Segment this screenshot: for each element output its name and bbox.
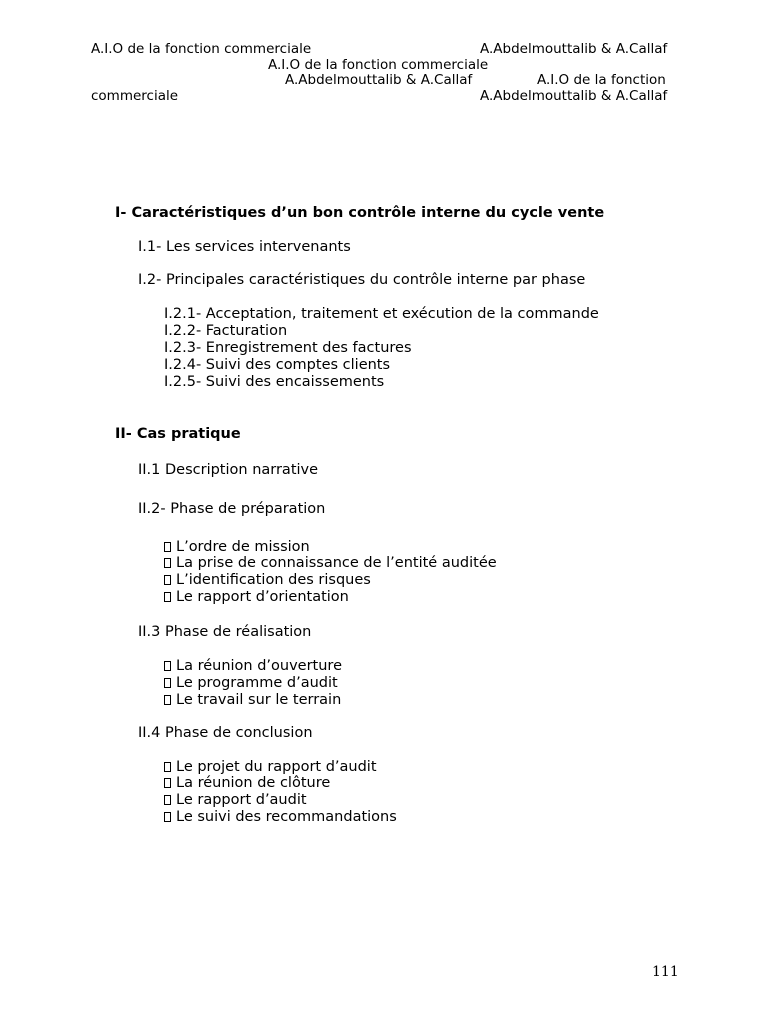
header-line4-left: commerciale <box>91 88 179 104</box>
subsection-2-2: II.2- Phase de préparation <box>138 501 326 517</box>
checkbox-bullet-icon <box>164 678 171 688</box>
header-line1-left: A.I.O de la fonction commerciale <box>91 41 312 57</box>
subsection-1-1: I.1- Les services intervenants <box>138 239 351 255</box>
subsection-1-2-item: I.2.1- Acceptation, traitement et exécution de la commande <box>164 306 599 322</box>
bullet-item: La réunion d’ouverture <box>164 659 342 674</box>
page-number: 111 <box>652 964 679 980</box>
header-line1-right: A.Abdelmouttalib & A.Callaf <box>480 41 668 57</box>
subsection-2-3: II.3 Phase de réalisation <box>138 624 312 640</box>
subsection-1-2-item: I.2.5- Suivi des encaissements <box>164 374 385 390</box>
checkbox-bullet-icon <box>164 795 171 805</box>
checkbox-bullet-icon <box>164 812 171 822</box>
bullet-item: L’ordre de mission <box>164 540 310 555</box>
header-line2-center: A.I.O de la fonction commerciale <box>268 57 489 73</box>
section-2-title: II- Cas pratique <box>115 426 241 442</box>
checkbox-bullet-icon <box>164 575 171 585</box>
bullet-item: Le programme d’audit <box>164 676 338 691</box>
checkbox-bullet-icon <box>164 592 171 602</box>
section-1-title: I- Caractéristiques d’un bon contrôle interne du cycle vente <box>115 205 605 221</box>
bullet-item: Le projet du rapport d’audit <box>164 760 377 775</box>
subsection-1-2-item: I.2.2- Facturation <box>164 323 288 339</box>
subsection-1-2: I.2- Principales caractéristiques du contrôle interne par phase <box>138 272 586 288</box>
bullet-item: Le rapport d’audit <box>164 793 307 808</box>
bullet-item: La réunion de clôture <box>164 776 330 791</box>
subsection-1-2-item: I.2.4- Suivi des comptes clients <box>164 357 391 373</box>
bullet-item: Le travail sur le terrain <box>164 693 341 708</box>
bullet-item: Le rapport d’orientation <box>164 590 349 605</box>
header-line3-right: A.I.O de la fonction <box>537 72 666 88</box>
subsection-2-1: II.1 Description narrative <box>138 462 319 478</box>
header-line4-right: A.Abdelmouttalib & A.Callaf <box>480 88 668 104</box>
checkbox-bullet-icon <box>164 542 171 552</box>
bullet-item: L’identification des risques <box>164 573 371 588</box>
checkbox-bullet-icon <box>164 661 171 671</box>
checkbox-bullet-icon <box>164 762 171 772</box>
checkbox-bullet-icon <box>164 778 171 788</box>
bullet-item: La prise de connaissance de l’entité auditée <box>164 556 497 571</box>
subsection-1-2-item: I.2.3- Enregistrement des factures <box>164 340 412 356</box>
checkbox-bullet-icon <box>164 558 171 568</box>
header-line3-left: A.Abdelmouttalib & A.Callaf <box>285 72 473 88</box>
checkbox-bullet-icon <box>164 695 171 705</box>
subsection-2-4: II.4 Phase de conclusion <box>138 725 313 741</box>
bullet-item: Le suivi des recommandations <box>164 810 397 825</box>
